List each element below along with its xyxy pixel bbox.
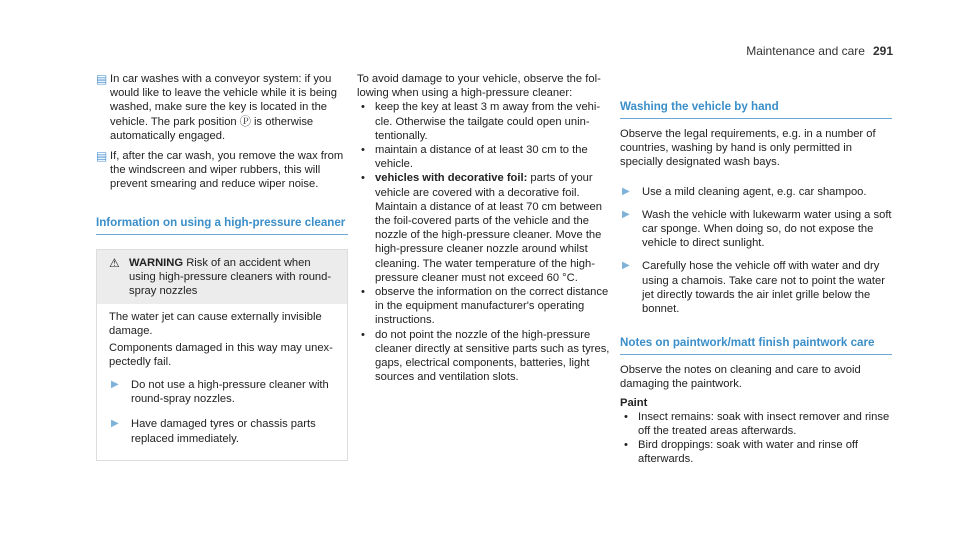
- note-item: [96, 72, 348, 143]
- section-heading: Washing the vehicle by hand: [620, 100, 892, 119]
- instruction-step: [109, 378, 339, 408]
- step-text: Have damaged tyres or chassis parts replaced immediately.: [131, 418, 316, 445]
- step-arrow-icon: ▶: [622, 208, 630, 220]
- list-item: [357, 171, 610, 285]
- instruction-step: [620, 185, 892, 199]
- note-text: If, after the car wash, you remove the wax from the windscreen and wiper rubbers, this will prevent smearing and reduce wiper noise.: [110, 150, 344, 191]
- instruction-step: [109, 417, 339, 447]
- note-item: [96, 149, 348, 192]
- bullet-icon: •: [624, 410, 628, 423]
- column-right: [620, 72, 892, 467]
- warning-text: Risk of an accident when using high-pressure cleaners with round-spray nozzles: [129, 256, 332, 298]
- list-item: [357, 143, 610, 171]
- list-item-text: maintain a distance of at least 30 cm to the vehicle.: [375, 144, 588, 171]
- paint-label: Paint: [620, 396, 648, 409]
- list-item-text: Bird droppings: soak with water and rinse off afterwards.: [638, 439, 858, 466]
- bullet-icon: •: [624, 439, 628, 452]
- list-item-text: parts of your vehicle are covered with a decorative foil. Maintain a distance of at least 70 cm between the foil-covered parts of the vehicle and the nozzle of the high-pressure cleaner. Move the high-pressure cleaner nozzle around whilst cleaning. The water temperature of the high-pressure cleaner must not exceed 60 °C.: [375, 172, 602, 284]
- warning-triangle-icon: ⚠: [109, 255, 120, 270]
- info-note-icon: ▤: [96, 72, 108, 86]
- section-heading: Notes on paintwork/matt finish paintwork care: [620, 336, 892, 355]
- step-arrow-icon: ▶: [622, 260, 630, 272]
- intro-paragraph: Observe the legal requirements, e.g. in a number of countries, washing by hand is only permitted in specially designated wash bays.: [620, 128, 876, 169]
- bullet-icon: •: [361, 286, 365, 299]
- list-item: [620, 410, 892, 438]
- step-text: Carefully hose the vehicle off with water and dry using a chamois. Take care not to point the water jet directly towards the air inlet grille below the bonnet.: [642, 260, 885, 316]
- step-arrow-icon: ▶: [111, 379, 119, 391]
- list-item: [357, 328, 610, 385]
- list-item-text: keep the key at least 3 m away from the vehicle. Otherwise the tailgate could open unintentionally.: [375, 101, 601, 142]
- column-middle: [357, 72, 610, 384]
- info-note-icon: ▤: [96, 149, 108, 164]
- section-heading: Information on using a high-pressure cleaner: [96, 216, 348, 235]
- list-item-text: Insect remains: soak with insect remover and rinse off the treated areas afterwards.: [638, 410, 890, 438]
- bullet-icon: •: [361, 172, 365, 185]
- section-title: Maintenance and care: [746, 44, 865, 58]
- page-header: [746, 44, 893, 58]
- column-left: [96, 72, 348, 461]
- list-item-text: do not point the nozzle of the high-pressure cleaner directly at sensitive parts such as tyres, gaps, electrical components, batteries, light sources and ventilation slots.: [375, 328, 610, 384]
- list-item: [357, 100, 610, 143]
- warning-box: [96, 249, 348, 461]
- bullet-icon: •: [361, 101, 365, 114]
- step-arrow-icon: ▶: [111, 418, 119, 430]
- note-text: In car washes with a conveyor system: if you would like to leave the vehicle while it is being washed, make sure the key is located in the vehicle. The park position Ⓟ is otherwise automatically engaged.: [110, 73, 337, 142]
- list-item: [357, 285, 610, 328]
- list-item-bold: vehicles with decorative foil:: [375, 172, 528, 185]
- list-item-text: observe the information on the correct distance in the equipment manufacturer's operating instructions.: [375, 286, 609, 327]
- warning-body-text: Components damaged in this way may unexpectedly fail.: [109, 341, 333, 368]
- step-text: Do not use a high-pressure cleaner with round-spray nozzles.: [131, 379, 329, 406]
- step-arrow-icon: ▶: [622, 185, 630, 197]
- step-text: Wash the vehicle with lukewarm water using a soft car sponge. When doing so, do not expose the vehicle to direct sunlight.: [642, 208, 892, 250]
- bullet-icon: •: [361, 328, 365, 341]
- intro-paragraph: Observe the notes on cleaning and care to avoid damaging the paintwork.: [620, 364, 861, 391]
- warning-label: WARNING: [129, 256, 184, 269]
- bullet-list: [620, 410, 892, 467]
- instruction-step: [620, 208, 892, 251]
- intro-paragraph: To avoid damage to your vehicle, observe the following when using a high-pressure cleaner:: [357, 73, 601, 100]
- instruction-step: [620, 259, 892, 316]
- list-item: [620, 438, 892, 466]
- page-number: 291: [872, 44, 893, 58]
- step-text: Use a mild cleaning agent, e.g. car shampoo.: [642, 185, 867, 198]
- warning-body-text: The water jet can cause externally invisible damage.: [109, 311, 322, 338]
- bullet-list: [357, 100, 610, 384]
- bullet-icon: •: [361, 144, 365, 157]
- warning-header: [97, 250, 347, 305]
- warning-body: [97, 304, 347, 460]
